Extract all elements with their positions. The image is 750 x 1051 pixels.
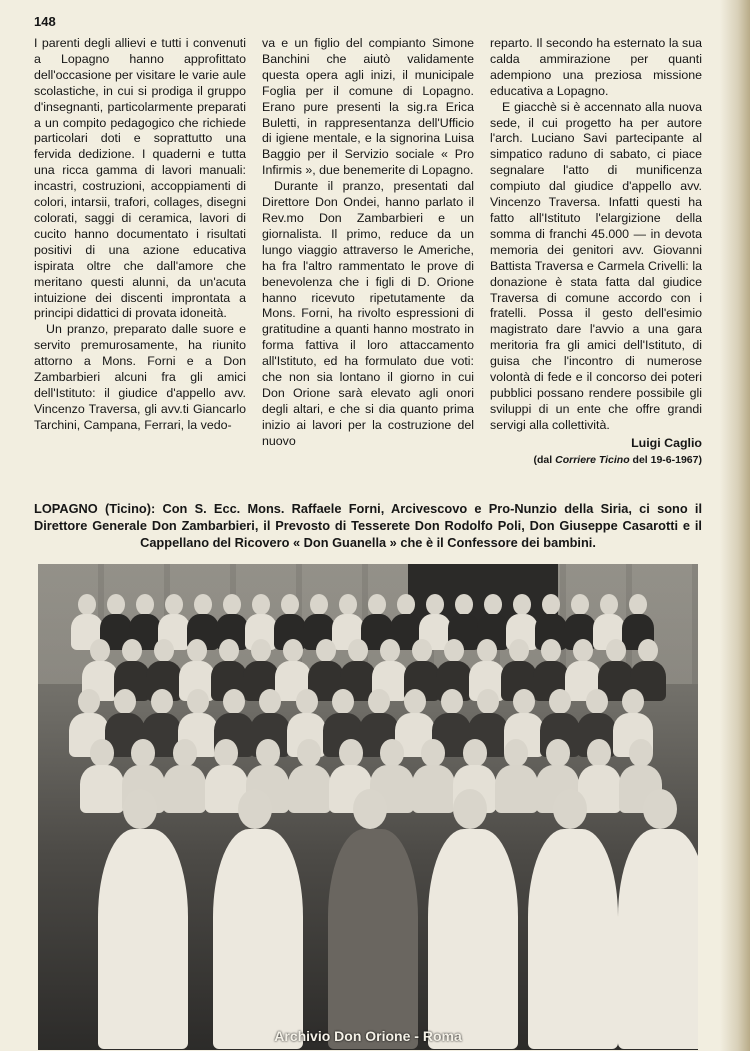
photo-person-head xyxy=(412,639,432,662)
photo-person-head xyxy=(259,689,281,714)
photo-person-head xyxy=(187,689,209,714)
photo-clergy-head xyxy=(643,789,677,829)
photo-person-head xyxy=(404,689,426,714)
photo-person-head xyxy=(339,594,357,615)
photo-person-head xyxy=(194,594,212,615)
photo-person-body xyxy=(288,765,331,813)
photo-clergy-head xyxy=(353,789,387,829)
page-binding-gutter xyxy=(720,0,750,1051)
article-source xyxy=(490,453,702,469)
photo-person-head xyxy=(223,594,241,615)
photo-clergy-robe xyxy=(98,829,188,1049)
photo-person-head xyxy=(606,639,626,662)
photo-person-head xyxy=(107,594,125,615)
photo-person-head xyxy=(332,689,354,714)
photo-person-head xyxy=(484,594,502,615)
photo-person-head xyxy=(546,739,570,767)
photo-person-head xyxy=(131,739,155,767)
paragraph: Durante il pranzo, presentati dal Direttore Don Ondei, hanno parlato il Rev.mo Don Zambarbieri e un giornalista. Il primo, reduce da un lungo viaggio attraverso le Americhe, ha fra l'altro rammentato le prove di benevolenza che i figli di D. Orione hanno ricevuto ripetutamente da Mons. Forni, ha rivolto espressioni di gratitudine a quanti hanno mostrato in forma fattiva il loro attaccamento all'Istituto, ed ha formulato due voti: che non sia lontano il giorno in cui Don Orione sarà elevato agli onori degli altari, e che si dia quanto prima inizio ai lavori per la costruzione del nuovo xyxy=(262,179,474,448)
photo-person-head xyxy=(571,594,589,615)
paragraph: reparto. Il secondo ha esternato la sua calda ammirazione per quanti adempiono una preziosa missione educativa a Lopagno. xyxy=(490,36,702,98)
photo-person-head xyxy=(421,739,445,767)
photo-person-head xyxy=(173,739,197,767)
photo-person-head xyxy=(223,689,245,714)
article-body xyxy=(34,36,702,476)
photo-clergy-head xyxy=(238,789,272,829)
photo-person-head xyxy=(165,594,183,615)
photo-person-head xyxy=(310,594,328,615)
photo-person-head xyxy=(638,639,658,662)
photo-person-head xyxy=(463,739,487,767)
paragraph: va e un figlio del compianto Simone Banchini che aiutò validamente questa opera agli inizi, il municipale Foglia per il comune di Lopagno. Erano pure presenti la sig.ra Erica Buletti, in rappresentanza dell'Ufficio di igiene mentale, e la signorina Luisa Baggio per il Servizio sociale « Pro Infirmis », due benemerite di Lopagno. xyxy=(262,36,474,178)
photo-person-body xyxy=(163,765,206,813)
photo-person-head xyxy=(509,639,529,662)
photo-person-head xyxy=(455,594,473,615)
paragraph: E giacchè si è accennato alla nuova sede, il cui progetto ha per autore l'arch. Luciano Savi partecipante al simpatico raduno di sabato, ci piace segnalare l'atto di munificenza compiuto dal giudice d'appello avv. Vincenzo Traversa. Infatti questi ha fatto all'Istituto l'elargizione della somma di franchi 45.000 — in devota memoria dei genitori avv. Giovanni Battista Traversa e Carmela Crivelli: la donazione è stata fatta dal giudice Traversa di comune accordo con i fratelli. Possa il gesto dell'esimio magistrato dare l'avvio a una gara meritoria fra gli amici dell'Istituto, di guisa che l'incontro di numerose volontà di fede e il concorso dei poteri pubblici possano rendere possibile gli sviluppi di un ente che offre grandi servigi alla collettività. xyxy=(490,99,702,432)
photo-person-head xyxy=(504,739,528,767)
photo-person-head xyxy=(316,639,336,662)
group-photograph xyxy=(38,564,698,1050)
photo-clergy-robe xyxy=(528,829,618,1049)
photo-person-head xyxy=(151,689,173,714)
photo-person-head xyxy=(114,689,136,714)
photo-person-body xyxy=(412,765,455,813)
article-column-2 xyxy=(262,36,474,476)
photo-person-head xyxy=(339,739,363,767)
archive-watermark: Archivio Don Orione - Roma xyxy=(274,1028,462,1044)
photo-person-head xyxy=(187,639,207,662)
photo-person-head xyxy=(622,689,644,714)
photo-person-head xyxy=(214,739,238,767)
photo-person-head xyxy=(90,639,110,662)
photo-person-head xyxy=(629,739,653,767)
photo-clergy-head xyxy=(123,789,157,829)
photo-person-head xyxy=(397,594,415,615)
photo-person-head xyxy=(586,689,608,714)
photo-person-head xyxy=(296,689,318,714)
photo-person-body xyxy=(495,765,538,813)
photo-person-head xyxy=(256,739,280,767)
photo-person-head xyxy=(513,689,535,714)
photo-person-head xyxy=(426,594,444,615)
photo-person-head xyxy=(368,689,390,714)
paragraph: Un pranzo, preparato dalle suore e servito premurosamente, ha riunito attorno a Mons. Forni e a Don Zambarbieri alcuni fra gli amici dell'Istituto: il giudice d'appello avv. Vincenzo Traversa, gli avv.ti Giancarlo Tarchini, Campana, Ferrari, la vedo- xyxy=(34,322,246,432)
photo-clergy-robe xyxy=(328,829,418,1049)
photo-person-head xyxy=(78,594,96,615)
page-number: 148 xyxy=(34,14,56,29)
photo-person-head xyxy=(541,639,561,662)
photo-person-head xyxy=(251,639,271,662)
photo-group-of-people xyxy=(38,564,698,1050)
photo-clergy-head xyxy=(453,789,487,829)
photo-person-head xyxy=(542,594,560,615)
author-signature: Luigi Caglio xyxy=(631,435,702,450)
photo-person-head xyxy=(477,689,499,714)
photo-clergy-robe xyxy=(618,829,698,1049)
article-column-3 xyxy=(490,36,702,476)
photo-clergy-head xyxy=(553,789,587,829)
photo-person-head xyxy=(281,594,299,615)
photo-person-head xyxy=(629,594,647,615)
source-prefix: (dal xyxy=(533,453,553,466)
photo-person-head xyxy=(477,639,497,662)
photo-person-head xyxy=(441,689,463,714)
photo-person-head xyxy=(90,739,114,767)
photo-person-head xyxy=(549,689,571,714)
photo-person-head xyxy=(348,639,368,662)
photo-person-head xyxy=(380,739,404,767)
photo-clergy-robe xyxy=(428,829,518,1049)
photo-person-head xyxy=(122,639,142,662)
photo-clergy-robe xyxy=(213,829,303,1049)
photo-person-head xyxy=(600,594,618,615)
photo-person-head xyxy=(513,594,531,615)
photo-person-head xyxy=(380,639,400,662)
photo-person-head xyxy=(297,739,321,767)
source-newspaper: Corriere Ticino xyxy=(555,453,630,466)
photo-person-head xyxy=(444,639,464,662)
paragraph: I parenti degli allievi e tutti i convenuti a Lopagno hanno approfittato dell'occasione per visitare le varie aule scolastiche, in cui si prodiga il gruppo d'insegnanti, particolarmente preparati a un compito pedagogico che richiede particolari doti e soprattutto una fervida dedizione. I quaderni e tutta una ricca gamma di lavori manuali: incastri, costruzioni, accoppiamenti di colori, intarsii, trafori, collages, disegni colorati, saggi di ceramica, lavori di cucito hanno documentato i risultati positivi di una azione educativa ispirata oltre che dall'amore che meritano questi alunni, da un'acuta intuizione dei discenti improntata a principi didattici di provata idoneità. xyxy=(34,36,246,321)
photo-person-head xyxy=(368,594,386,615)
article-column-1 xyxy=(34,36,246,476)
photo-person-head xyxy=(252,594,270,615)
photo-person-head xyxy=(136,594,154,615)
photo-person-body xyxy=(80,765,123,813)
photo-person-head xyxy=(283,639,303,662)
photo-person-head xyxy=(154,639,174,662)
photo-person-head xyxy=(573,639,593,662)
photo-person-head xyxy=(78,689,100,714)
photo-person-head xyxy=(219,639,239,662)
photo-caption: LOPAGNO (Ticino): Con S. Ecc. Mons. Raffaele Forni, Arcivescovo e Pro-Nunzio della Siria, ci sono il Direttore Generale Don Zambarbieri, il Prevosto di Tesserete Don Rodolfo Poli, Don Giuseppe Casarotti e il Cappellano del Ricovero « Don Guanella » che è il Confessore dei bambini. xyxy=(34,501,702,550)
source-date: del 19-6-1967) xyxy=(632,453,702,466)
photo-person-head xyxy=(587,739,611,767)
